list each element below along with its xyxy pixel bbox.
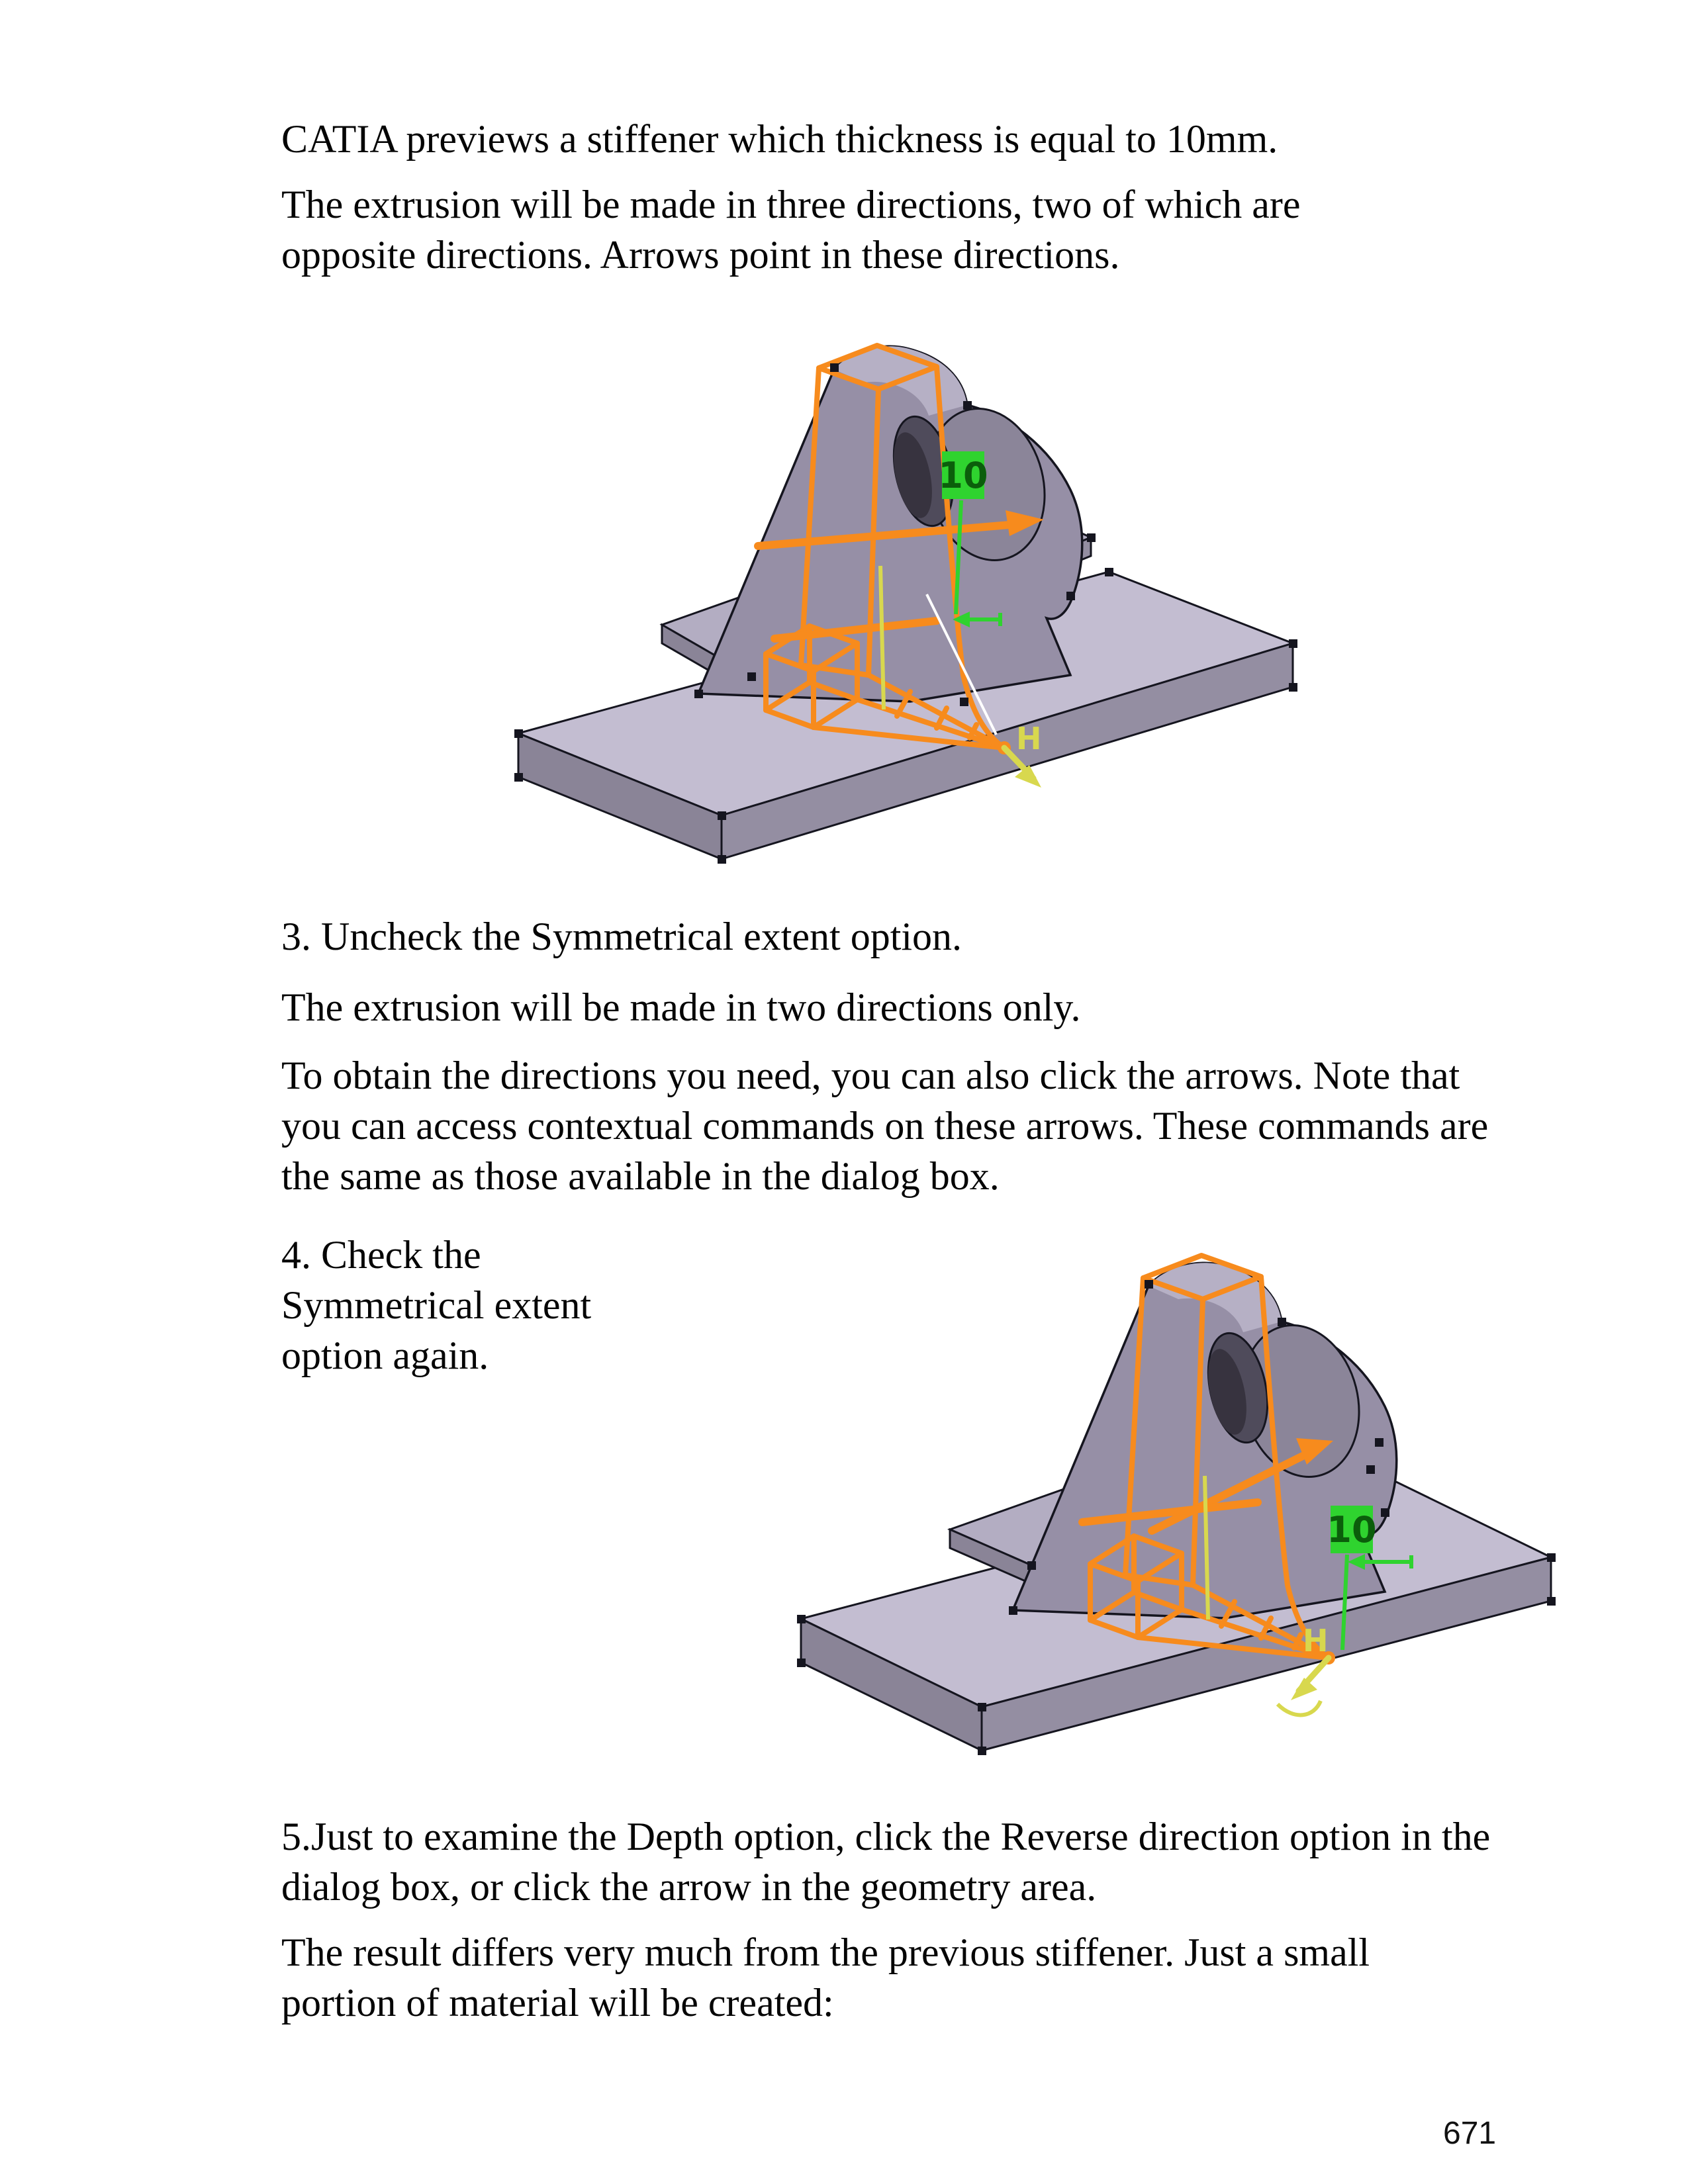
cad-3d-view [748, 1221, 1589, 1774]
cad-3d-view [500, 304, 1307, 864]
text-line: Symmetrical extent [281, 1283, 592, 1327]
paragraph-step-4 [281, 1230, 591, 1381]
paragraph-result [281, 1927, 1370, 2028]
paragraph-two-directions [281, 982, 1081, 1032]
text-line: To obtain the directions you need, you can also click the arrows. Note that [281, 1054, 1460, 1097]
paragraph-step-3 [281, 911, 962, 962]
text-line: 3. Uncheck the Symmetrical extent option. [281, 915, 962, 958]
text-line: dialog box, or click the arrow in the geometry area. [281, 1865, 1097, 1909]
text-line: The extrusion will be made in two directions only. [281, 985, 1081, 1029]
text-line: option again. [281, 1334, 489, 1377]
text-line: you can access contextual commands on these arrows. These commands are [281, 1104, 1489, 1148]
paragraph-contextual-commands [281, 1050, 1488, 1201]
text-line: 5.Just to examine the Depth option, click the Reverse direction option in the [281, 1815, 1491, 1858]
paragraph-intro-thickness [281, 114, 1278, 164]
text-line: opposite directions. Arrows point in these directions. [281, 233, 1120, 277]
page-number: 671 [1443, 2116, 1497, 2151]
thickness-value: 10 [1327, 1509, 1377, 1551]
stiffener-preview-figure-1 [500, 304, 1307, 864]
depth-h-label: H [1303, 1623, 1329, 1659]
text-line: The result differs very much from the previous stiffener. Just a small [281, 1931, 1370, 1974]
paragraph-three-directions [281, 179, 1301, 280]
text-line: 4. Check the [281, 1233, 481, 1277]
text-line: portion of material will be created: [281, 1981, 834, 2025]
paragraph-step-5 [281, 1811, 1490, 1912]
text-line: The extrusion will be made in three directions, two of which are [281, 183, 1301, 226]
stiffener-preview-figure-2 [748, 1221, 1589, 1774]
text-line: the same as those available in the dialog box. [281, 1154, 1000, 1198]
thickness-value: 10 [938, 455, 988, 496]
depth-h-label: H [1016, 721, 1042, 756]
text-line: CATIA previews a stiffener which thickness is equal to 10mm. [281, 117, 1278, 161]
